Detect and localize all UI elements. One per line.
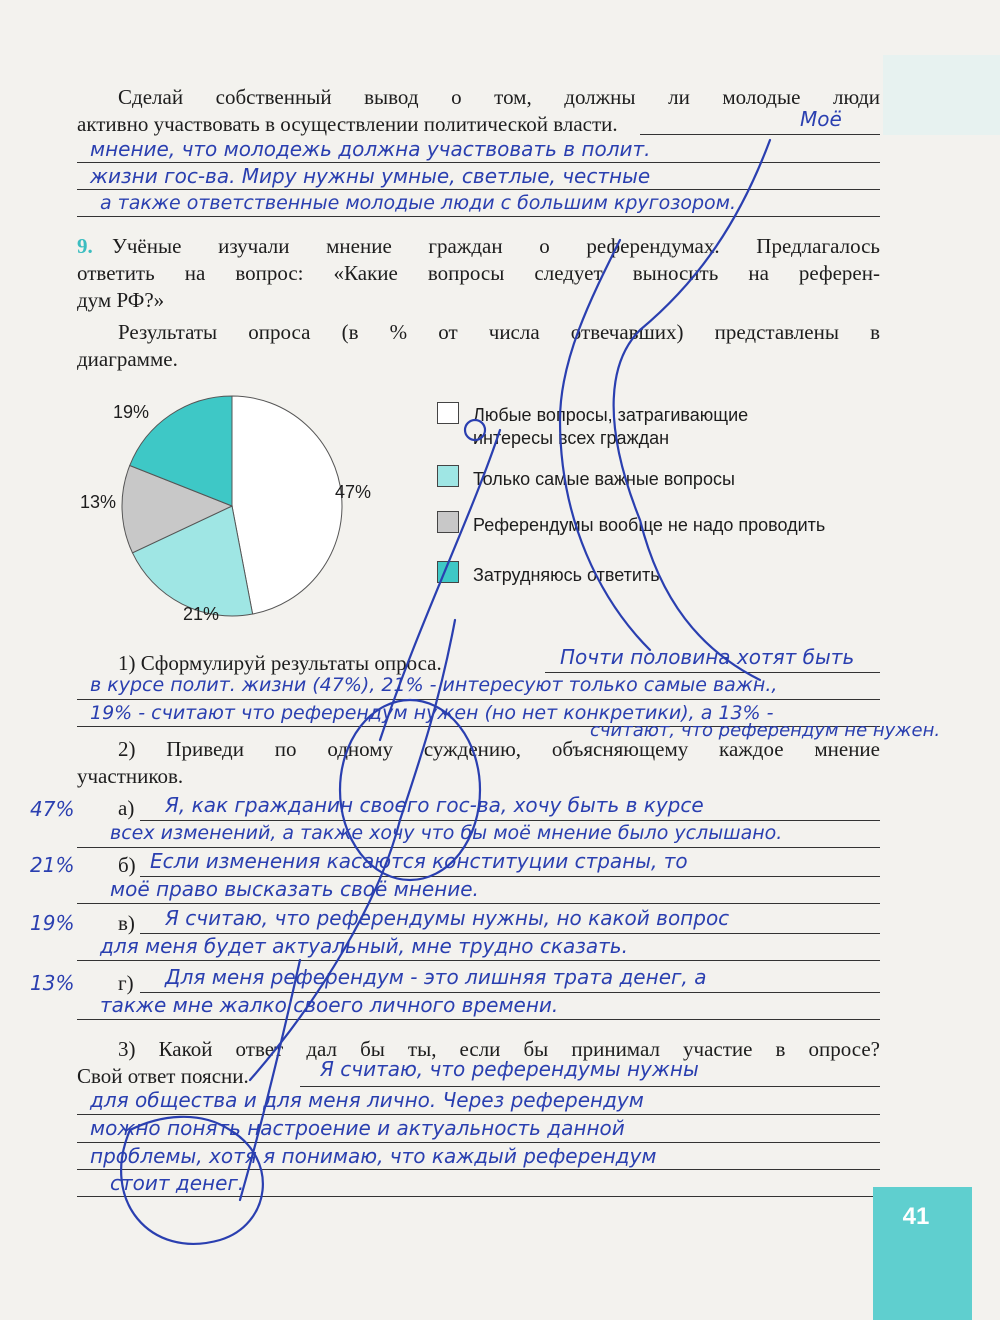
legend-swatch-important-only bbox=[437, 465, 459, 487]
task9-line-4: Результаты опроса (в % от числа отвечавших) представлены в bbox=[118, 320, 880, 344]
page-number: 41 bbox=[902, 1203, 930, 1230]
legend-swatch-not-needed bbox=[437, 511, 459, 533]
pie-value-label: 19% bbox=[113, 402, 150, 422]
answer-handwriting: Почти половина хотят быть bbox=[560, 645, 855, 669]
q3-line-1: 3) Какой ответ дал бы ты, если бы принимал участие в опросе? bbox=[118, 1037, 880, 1061]
answer-handwriting: для общества и для меня лично. Через референдум bbox=[90, 1088, 644, 1112]
margin-note: 47% bbox=[30, 797, 75, 821]
intro-line-1: Сделай собственный вывод о том, должны ли молодые люди bbox=[118, 85, 880, 109]
answer-line bbox=[77, 960, 880, 961]
answer-line bbox=[77, 1019, 880, 1020]
legend-label: Только самые важные вопросы bbox=[473, 469, 735, 489]
answer-handwriting: 19% - считают что референдум нужен (но нет конкретики), а 13% - bbox=[90, 702, 774, 724]
margin-note: 21% bbox=[30, 853, 75, 877]
q3-line-2: Свой ответ поясни. bbox=[77, 1064, 249, 1088]
answer-handwriting: жизни гос-ва. Миру нужны умные, светлые, честные bbox=[90, 164, 651, 188]
answer-handwriting: в курсе полит. жизни (47%), 21% - интересуют только самые важн., bbox=[90, 674, 778, 696]
answer-handwriting: Я считаю, что референдумы нужны bbox=[320, 1057, 699, 1081]
task9-line-3: дум РФ?» bbox=[77, 288, 165, 312]
answer-handwriting: Я считаю, что референдумы нужны, но какой вопрос bbox=[165, 906, 730, 930]
q2-item-letter: а) bbox=[118, 796, 135, 820]
q2-item-letter: г) bbox=[118, 971, 134, 995]
pie-value-label: 47% bbox=[335, 482, 372, 502]
intro-line-2: активно участвовать в осуществлении политической власти. bbox=[77, 112, 618, 136]
margin-note: 13% bbox=[30, 971, 75, 995]
legend-label: Референдумы вообще не надо проводить bbox=[473, 515, 826, 535]
task9-line-1: Учёные изучали мнение граждан о референдумах. Предлагалось bbox=[112, 234, 880, 258]
answer-line bbox=[77, 1196, 880, 1197]
answer-handwriting: Для меня референдум - это лишняя трата денег, а bbox=[165, 965, 707, 989]
q2-item-letter: б) bbox=[118, 853, 136, 877]
answer-handwriting: Моё bbox=[800, 107, 842, 131]
answer-handwriting: для меня будет актуальный, мне трудно сказать. bbox=[100, 934, 628, 958]
pie-value-label: 13% bbox=[80, 492, 117, 512]
legend-label: интересы всех граждан bbox=[473, 428, 670, 448]
legend-swatch-any-questions bbox=[437, 402, 459, 424]
q2-line-2: участников. bbox=[77, 764, 184, 788]
task9-line-5: диаграмме. bbox=[77, 347, 178, 371]
answer-handwriting: а также ответственные молодые люди с большим кругозором. bbox=[100, 192, 737, 214]
answer-handwriting: также мне жалко своего личного времени. bbox=[100, 993, 559, 1017]
answer-handwriting: стоит денег. bbox=[110, 1171, 245, 1195]
q1-label: 1) Сформулируй результаты опроса. bbox=[118, 651, 442, 675]
q2-line-1: 2) Приведи по одному суждению, объясняющему каждое мнение bbox=[118, 737, 880, 761]
pie-value-label: 21% bbox=[183, 604, 220, 624]
q2-item-letter: в) bbox=[118, 911, 135, 935]
legend-swatch-hard-to-say bbox=[437, 561, 459, 583]
margin-note: 19% bbox=[30, 911, 75, 935]
answer-handwriting: проблемы, хотя я понимаю, что каждый референдум bbox=[90, 1144, 657, 1168]
answer-handwriting: всех изменений, а также хочу что бы моё мнение было услышано. bbox=[110, 822, 783, 844]
answer-handwriting: моё право высказать своё мнение. bbox=[110, 877, 479, 901]
legend-label: Любые вопросы, затрагивающие bbox=[473, 405, 749, 425]
answer-handwriting: Если изменения касаются конституции страны, то bbox=[150, 849, 688, 873]
answer-handwriting: мнение, что молодежь должна участвовать в полит. bbox=[90, 137, 651, 161]
page-number-tab bbox=[873, 1187, 972, 1320]
legend-label: Затрудняюсь ответить bbox=[473, 565, 660, 585]
task9-line-2: ответить на вопрос: «Какие вопросы следует выносить на референ- bbox=[77, 261, 880, 285]
pie-slice bbox=[232, 396, 342, 614]
answer-line bbox=[77, 903, 880, 904]
answer-handwriting: считают, что референдум не нужен. bbox=[590, 720, 941, 741]
answer-handwriting: можно понять настроение и актуальность данной bbox=[90, 1116, 625, 1140]
task-number: 9. bbox=[77, 234, 93, 258]
answer-handwriting: Я, как гражданин своего гос-ва, хочу быть в курсе bbox=[165, 793, 704, 817]
